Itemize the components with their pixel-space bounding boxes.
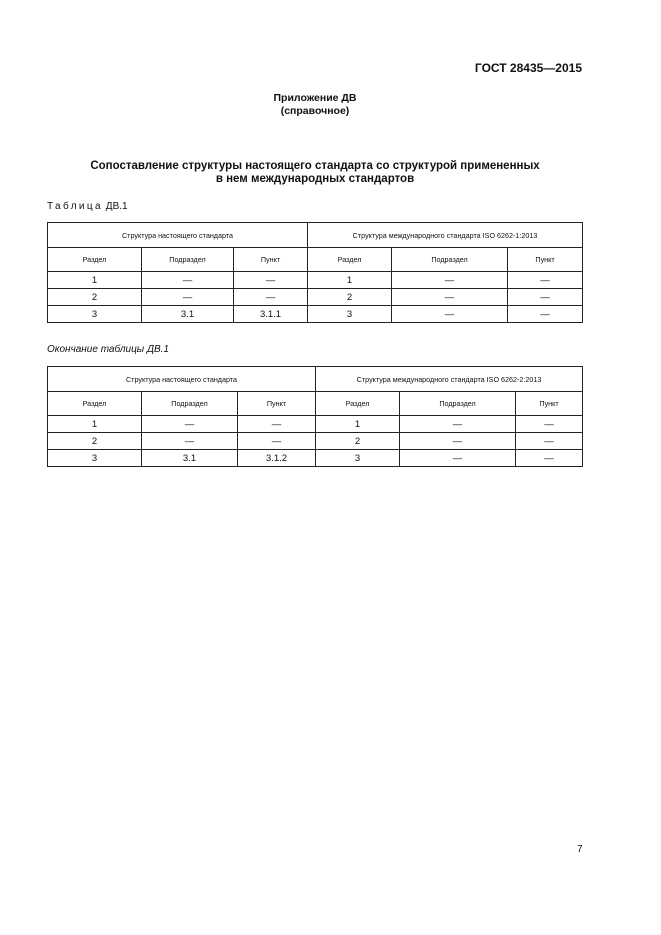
- table-group-header-row: [48, 367, 583, 392]
- table-row: [48, 289, 583, 306]
- column-header: Раздел: [308, 248, 392, 272]
- column-header: Пункт: [516, 392, 583, 416]
- table-cell: 3.1: [142, 306, 234, 323]
- table-caption-word: Таблица: [47, 201, 104, 212]
- table-cell: —: [508, 272, 583, 289]
- table-cell: —: [142, 433, 238, 450]
- column-header: Пункт: [238, 392, 316, 416]
- table-row: [48, 416, 583, 433]
- table-cell: 3: [48, 306, 142, 323]
- table-cell: 1: [316, 416, 400, 433]
- column-header: Раздел: [48, 392, 142, 416]
- table-cell: —: [392, 306, 508, 323]
- table-cell: 3: [308, 306, 392, 323]
- table-cell: 2: [48, 433, 142, 450]
- table-cell: —: [400, 450, 516, 467]
- group-header-iso-standard: Структура международного стандарта ISO 6262-2:2013: [316, 367, 583, 392]
- table-cell: —: [142, 416, 238, 433]
- column-header: Подраздел: [142, 248, 234, 272]
- group-header-iso-standard: Структура международного стандарта ISO 6262-1:2013: [308, 223, 583, 248]
- section-heading-line-2: в нем международных стандартов: [215, 173, 415, 185]
- table-cell: 2: [48, 289, 142, 306]
- column-header: Подраздел: [142, 392, 238, 416]
- table-cell: —: [392, 289, 508, 306]
- table-cell: 1: [308, 272, 392, 289]
- table-cell: —: [400, 416, 516, 433]
- column-header: Раздел: [48, 248, 142, 272]
- table-cell: —: [516, 450, 583, 467]
- section-heading-line-1: Сопоставление структуры настоящего стандарта со структурой примененных: [90, 160, 540, 172]
- table-column-header-row: [48, 392, 583, 416]
- group-header-this-standard: Структура настоящего стандарта: [48, 367, 316, 392]
- column-header: Пункт: [234, 248, 308, 272]
- table-1-continuation-caption: Окончание таблицы ДВ.1: [47, 344, 169, 355]
- table-row: [48, 450, 583, 467]
- table-caption-number: ДВ.1: [105, 201, 128, 212]
- section-heading: [0, 160, 630, 186]
- table-cell: —: [516, 433, 583, 450]
- table-row: [48, 433, 583, 450]
- table-group-header-row: [48, 223, 583, 248]
- structure-table-1: [47, 222, 583, 323]
- structure-table-1-end: [47, 366, 583, 467]
- table-cell: 3: [48, 450, 142, 467]
- table-cell: 2: [316, 433, 400, 450]
- appendix-title: Приложение ДВ: [273, 92, 357, 104]
- table-cell: —: [516, 416, 583, 433]
- table-cell: 3.1.2: [238, 450, 316, 467]
- table-cell: —: [508, 289, 583, 306]
- table-cell: —: [142, 289, 234, 306]
- column-header: Подраздел: [392, 248, 508, 272]
- document-code: ГОСТ 28435—2015: [474, 61, 582, 75]
- group-header-this-standard: Структура настоящего стандарта: [48, 223, 308, 248]
- table-cell: —: [392, 272, 508, 289]
- table-cell: 1: [48, 416, 142, 433]
- appendix-heading: [0, 92, 630, 118]
- table-cell: —: [142, 272, 234, 289]
- appendix-subtitle: (справочное): [280, 105, 350, 117]
- table-row: [48, 306, 583, 323]
- table-column-header-row: [48, 248, 583, 272]
- table-row: [48, 272, 583, 289]
- table-cell: —: [400, 433, 516, 450]
- table-cell: —: [238, 433, 316, 450]
- table-cell: —: [234, 272, 308, 289]
- table-cell: 3: [316, 450, 400, 467]
- table-cell: 1: [48, 272, 142, 289]
- table-cell: —: [238, 416, 316, 433]
- column-header: Подраздел: [400, 392, 516, 416]
- column-header: Раздел: [316, 392, 400, 416]
- table-1-caption: [47, 201, 128, 212]
- table-cell: 3.1.1: [234, 306, 308, 323]
- column-header: Пункт: [508, 248, 583, 272]
- table-cell: —: [508, 306, 583, 323]
- table-cell: 3.1: [142, 450, 238, 467]
- page-number: 7: [577, 844, 583, 855]
- table-cell: 2: [308, 289, 392, 306]
- table-cell: —: [234, 289, 308, 306]
